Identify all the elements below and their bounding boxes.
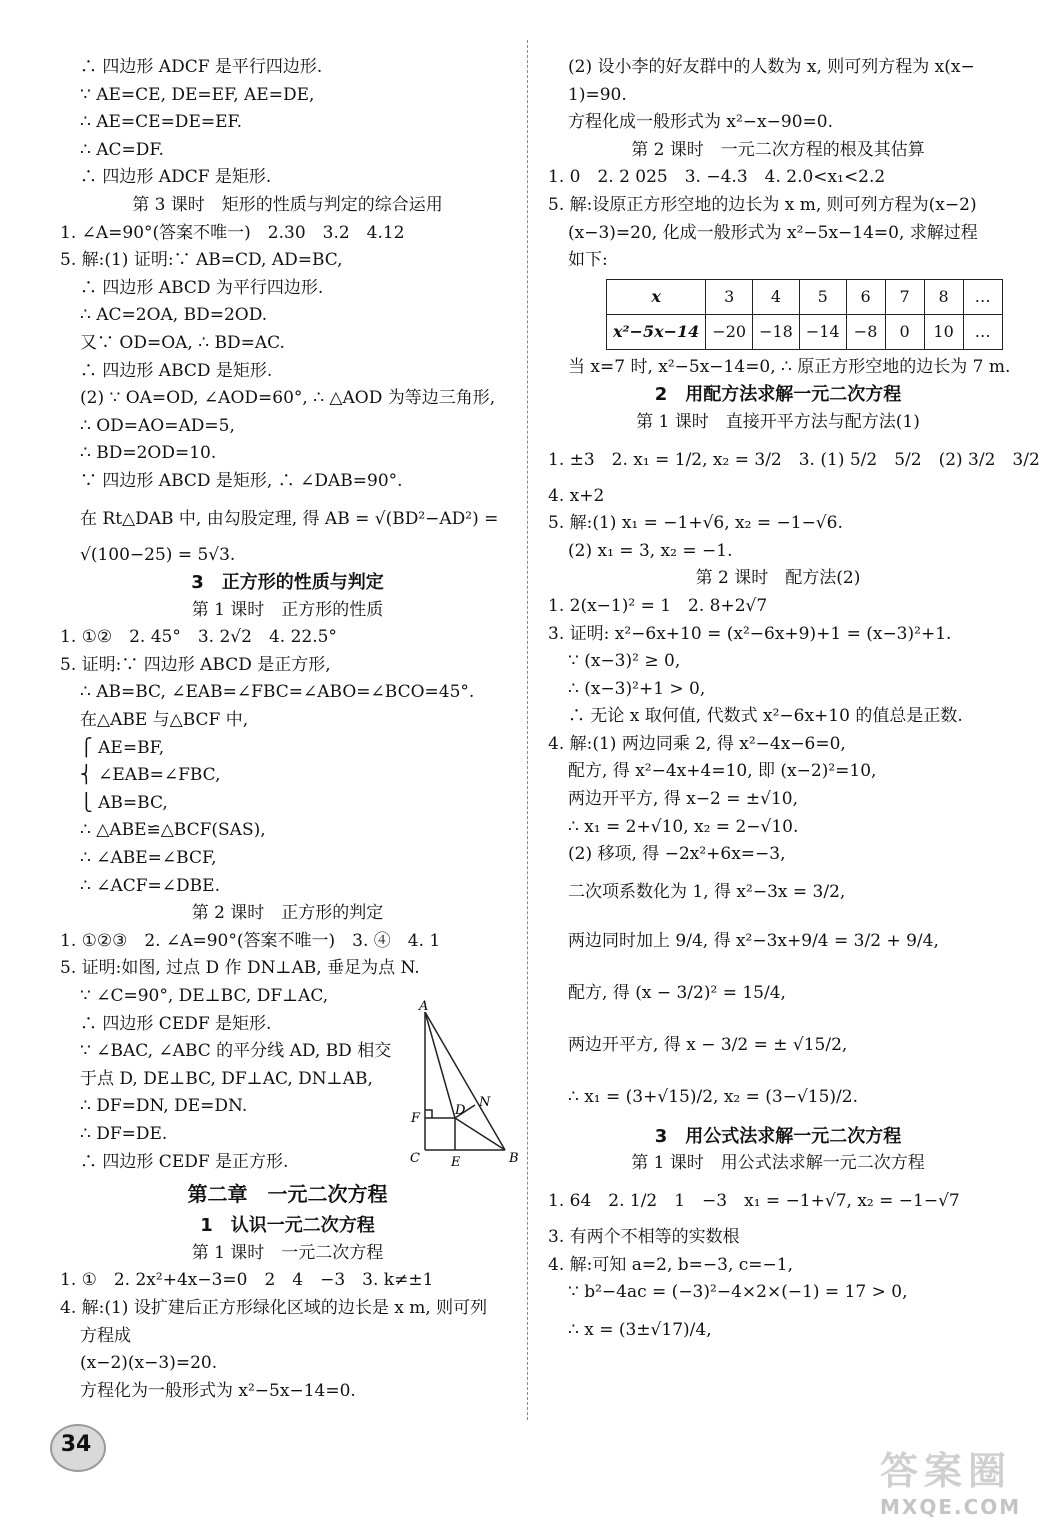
table-cell: 7 <box>885 279 924 314</box>
table-cell: 6 <box>846 279 885 314</box>
text-line: 4. 解:(1) 两边同乘 2, 得 x²−4x−6=0, <box>548 733 846 754</box>
text-line: ∴ ∠ABE=∠BCF, <box>80 848 217 869</box>
table-cell: −14 <box>799 314 846 349</box>
text-line: 3. 证明: x²−6x+10 = (x²−6x+9)+1 = (x−3)²+1. <box>548 623 952 644</box>
lesson-heading: 第 3 课时 矩形的性质与判定的综合运用 <box>132 194 443 215</box>
text-line: 两边开平方, 得 x − 3/2 = ± √15/2, <box>568 1034 848 1055</box>
watermark <box>880 1440 1050 1530</box>
text-line: 方程化为一般形式为 x²−5x−14=0. <box>80 1380 356 1401</box>
text-line: ∴ AE=CE=DE=EF. <box>80 112 243 133</box>
table-cell: 3 <box>706 279 753 314</box>
section-heading: 3 用公式法求解一元二次方程 <box>654 1125 902 1147</box>
label-e: E <box>451 1155 461 1170</box>
section-heading: 3 正方形的性质与判定 <box>191 572 384 594</box>
text-line: ∴ 四边形 ADCF 是矩形. <box>80 167 272 188</box>
right-column <box>548 54 1040 1353</box>
text-line: ∴ 四边形 CEDF 是矩形. <box>80 1013 272 1034</box>
text-line: (x−2)(x−3)=20. <box>80 1353 218 1374</box>
text-line: 配方, 得 (x − 3/2)² = 15/4, <box>568 982 786 1003</box>
text-line: 1. ① 2. 2x²+4x−3=0 2 4 −3 3. k≠±1 <box>60 1270 434 1291</box>
text-line: ⎧ AE=BF, <box>80 737 165 758</box>
text-line: ∴ AC=2OA, BD=2OD. <box>80 305 268 326</box>
text-line: 在△ABE 与△BCF 中, <box>80 710 249 731</box>
watermark-bottom: MXQE.COM <box>880 1495 1022 1519</box>
text-line: 两边开平方, 得 x−2 = ±√10, <box>568 789 799 810</box>
text-line: ∴ AC=DF. <box>80 139 164 160</box>
watermark-top: 答案圈 <box>880 1449 1013 1493</box>
table-cell: 0 <box>885 314 924 349</box>
text-line: 5. 解:设原正方形空地的边长为 x m, 则可列方程为(x−2) <box>548 194 977 215</box>
lesson-heading: 第 2 课时 配方法(2) <box>695 568 861 589</box>
table-cell: −20 <box>706 314 753 349</box>
table-header-cell: x²−5x−14 <box>607 314 706 349</box>
text-line: 当 x=7 时, x²−5x−14=0, ∴ 原正方形空地的边长为 7 m. <box>568 356 1011 377</box>
text-line: 5. 解:(1) x₁ = −1+√6, x₂ = −1−√6. <box>548 513 843 534</box>
text-line: ∵ 四边形 ABCD 是矩形, ∴ ∠DAB=90°. <box>80 470 403 491</box>
lesson-heading: 第 2 课时 一元二次方程的根及其估算 <box>631 139 925 160</box>
text-line: ∴ x₁ = (3+√15)/2, x₂ = (3−√15)/2. <box>568 1086 859 1107</box>
page-number-badge <box>40 1420 104 1476</box>
text-line: √(100−25) = 5√3. <box>80 544 236 565</box>
table-cell: −18 <box>753 314 800 349</box>
text-line: 在 Rt△DAB 中, 由勾股定理, 得 AB = √(BD²−AD²) = <box>80 508 499 529</box>
text-line: 1. ①②③ 2. ∠A=90°(答案不唯一) 3. ④ 4. 1 <box>60 930 441 951</box>
table-cell: … <box>963 314 1002 349</box>
table-cell: 4 <box>753 279 800 314</box>
text-line: 如下: <box>568 250 608 271</box>
text-line: ∴ DF=DE. <box>80 1123 168 1144</box>
geometry-figure <box>405 1000 525 1180</box>
text-line: ∴ △ABE≌△BCF(SAS), <box>80 820 266 841</box>
table-row <box>607 279 1003 314</box>
text-line: 5. 解:(1) 证明:∵ AB=CD, AD=BC, <box>60 250 343 271</box>
text-line: ∴ x₁ = 2+√10, x₂ = 2−√10. <box>568 816 799 837</box>
lesson-heading: 第 1 课时 一元二次方程 <box>191 1242 384 1263</box>
text-line: (x−3)=20, 化成一般形式为 x²−5x−14=0, 求解过程 <box>568 222 978 243</box>
right-column-top <box>548 54 1008 275</box>
text-line: 1. 0 2. 2 025 3. −4.3 4. 2.0<x₁<2.2 <box>548 167 886 188</box>
text-line: (2) x₁ = 3, x₂ = −1. <box>568 540 733 561</box>
text-line: (2) 移项, 得 −2x²+6x=−3, <box>568 844 786 865</box>
text-line: 1. 2(x−1)² = 1 2. 8+2√7 <box>548 595 768 616</box>
text-line: 方程成 <box>80 1325 131 1346</box>
text-line: ∴ ∠ACF=∠DBE. <box>80 875 220 896</box>
label-b: B <box>509 1151 519 1166</box>
left-column <box>60 54 515 1405</box>
text-line: 4. 解:可知 a=2, b=−3, c=−1, <box>548 1254 793 1275</box>
text-line: ∴ 四边形 ABCD 是矩形. <box>80 360 273 381</box>
text-line: 二次项系数化为 1, 得 x²−3x = 3/2, <box>568 881 846 902</box>
page-number: 34 <box>60 1432 92 1457</box>
text-line: 于点 D, DE⊥BC, DF⊥AC, DN⊥AB, <box>80 1068 373 1089</box>
lesson-heading: 第 1 课时 正方形的性质 <box>191 599 384 620</box>
text-line: 4. x+2 <box>548 485 605 506</box>
right-angle-mark <box>425 1110 432 1118</box>
text-line: 配方, 得 x²−4x+4=10, 即 (x−2)²=10, <box>568 761 877 782</box>
text-line: 5. 证明:如图, 过点 D 作 DN⊥AB, 垂足为点 N. <box>60 958 420 979</box>
section-heading: 2 用配方法求解一元二次方程 <box>654 384 902 406</box>
text-line: ∴ 无论 x 取何值, 代数式 x²−6x+10 的值总是正数. <box>568 706 963 727</box>
text-line: 4. 解:(1) 设扩建后正方形绿化区域的边长是 x m, 则可列 <box>60 1297 488 1318</box>
table-cell: 10 <box>924 314 963 349</box>
text-line: ∵ b²−4ac = (−3)²−4×2×(−1) = 17 > 0, <box>568 1282 908 1303</box>
text-line: ∴ AB=BC, ∠EAB=∠FBC=∠ABO=∠BCO=45°. <box>80 682 475 703</box>
text-line: (2) ∵ OA=OD, ∠AOD=60°, ∴ △AOD 为等边三角形, <box>80 388 496 409</box>
lesson-heading: 第 1 课时 直接开平方法与配方法(1) <box>636 411 920 432</box>
bisector-bd <box>455 1118 505 1150</box>
lesson-heading: 第 2 课时 正方形的判定 <box>191 903 384 924</box>
lesson-heading: 第 1 课时 用公式法求解一元二次方程 <box>631 1153 925 1174</box>
text-line: ∵ (x−3)² ≥ 0, <box>568 651 681 672</box>
section-heading: 1 认识一元二次方程 <box>200 1215 375 1237</box>
text-line: 3. 有两个不相等的实数根 <box>548 1227 740 1248</box>
text-line: 1. ①② 2. 45° 3. 2√2 4. 22.5° <box>60 627 337 648</box>
text-line: ∴ 四边形 ADCF 是平行四边形. <box>80 57 323 77</box>
text-line: ⎩ AB=BC, <box>80 792 168 813</box>
text-line: 方程化成一般形式为 x²−x−90=0. <box>568 112 833 133</box>
text-line: ⎨ ∠EAB=∠FBC, <box>80 765 221 786</box>
text-line: ∴ 四边形 ABCD 为平行四边形. <box>80 277 324 298</box>
value-table <box>606 279 1003 350</box>
text-line: 又∵ OD=OA, ∴ BD=AC. <box>80 332 285 353</box>
table-row <box>607 314 1003 349</box>
label-n: N <box>479 1095 491 1110</box>
text-line: ∴ (x−3)²+1 > 0, <box>568 678 706 699</box>
text-line: ∵ AE=CE, DE=EF, AE=DE, <box>80 84 315 105</box>
table-cell: … <box>963 279 1002 314</box>
column-divider <box>527 40 528 1420</box>
table-cell: 8 <box>924 279 963 314</box>
text-line: ∴ OD=AO=AD=5, <box>80 415 235 436</box>
text-line: ∴ 四边形 CEDF 是正方形. <box>80 1151 289 1172</box>
text-line: ∴ x = (3±√17)/4, <box>568 1319 712 1340</box>
chapter-heading: 第二章 一元二次方程 <box>187 1182 388 1207</box>
table-cell: 5 <box>799 279 846 314</box>
text-line: ∴ BD=2OD=10. <box>80 443 217 464</box>
text-line: ∵ ∠C=90°, DE⊥BC, DF⊥AC, <box>80 986 329 1006</box>
table-cell: −8 <box>846 314 885 349</box>
text-line: 1)=90. <box>568 84 627 105</box>
text-line: ∵ ∠BAC, ∠ABC 的平分线 AD, BD 相交 <box>80 1041 392 1062</box>
text-line: 1. ∠A=90°(答案不唯一) 2.30 3.2 4.12 <box>60 222 405 243</box>
side-ab <box>425 1012 505 1150</box>
label-f: F <box>411 1111 421 1126</box>
right-column-bottom <box>548 354 1040 1353</box>
text-line: (2) 设小李的好友群中的人数为 x, 则可列方程为 x(x− <box>568 57 975 77</box>
text-line: 5. 证明:∵ 四边形 ABCD 是正方形, <box>60 654 331 675</box>
text-line: ∴ DF=DN, DE=DN. <box>80 1096 248 1117</box>
table-header-cell: x <box>607 279 706 314</box>
bisector-ad <box>425 1012 455 1118</box>
text-line: 两边同时加上 9/4, 得 x²−3x+9/4 = 3/2 + 9/4, <box>568 930 939 951</box>
label-a: A <box>419 1000 429 1014</box>
text-line: 1. ±3 2. x₁ = 1/2, x₂ = 3/2 3. (1) 5/2 5/2 (2) 3/2 3/2 <box>548 449 1040 470</box>
text-line: 1. 64 2. 1/2 1 −3 x₁ = −1+√7, x₂ = −1−√7 <box>548 1191 960 1212</box>
label-c: C <box>410 1151 420 1166</box>
label-d: D <box>455 1103 466 1118</box>
